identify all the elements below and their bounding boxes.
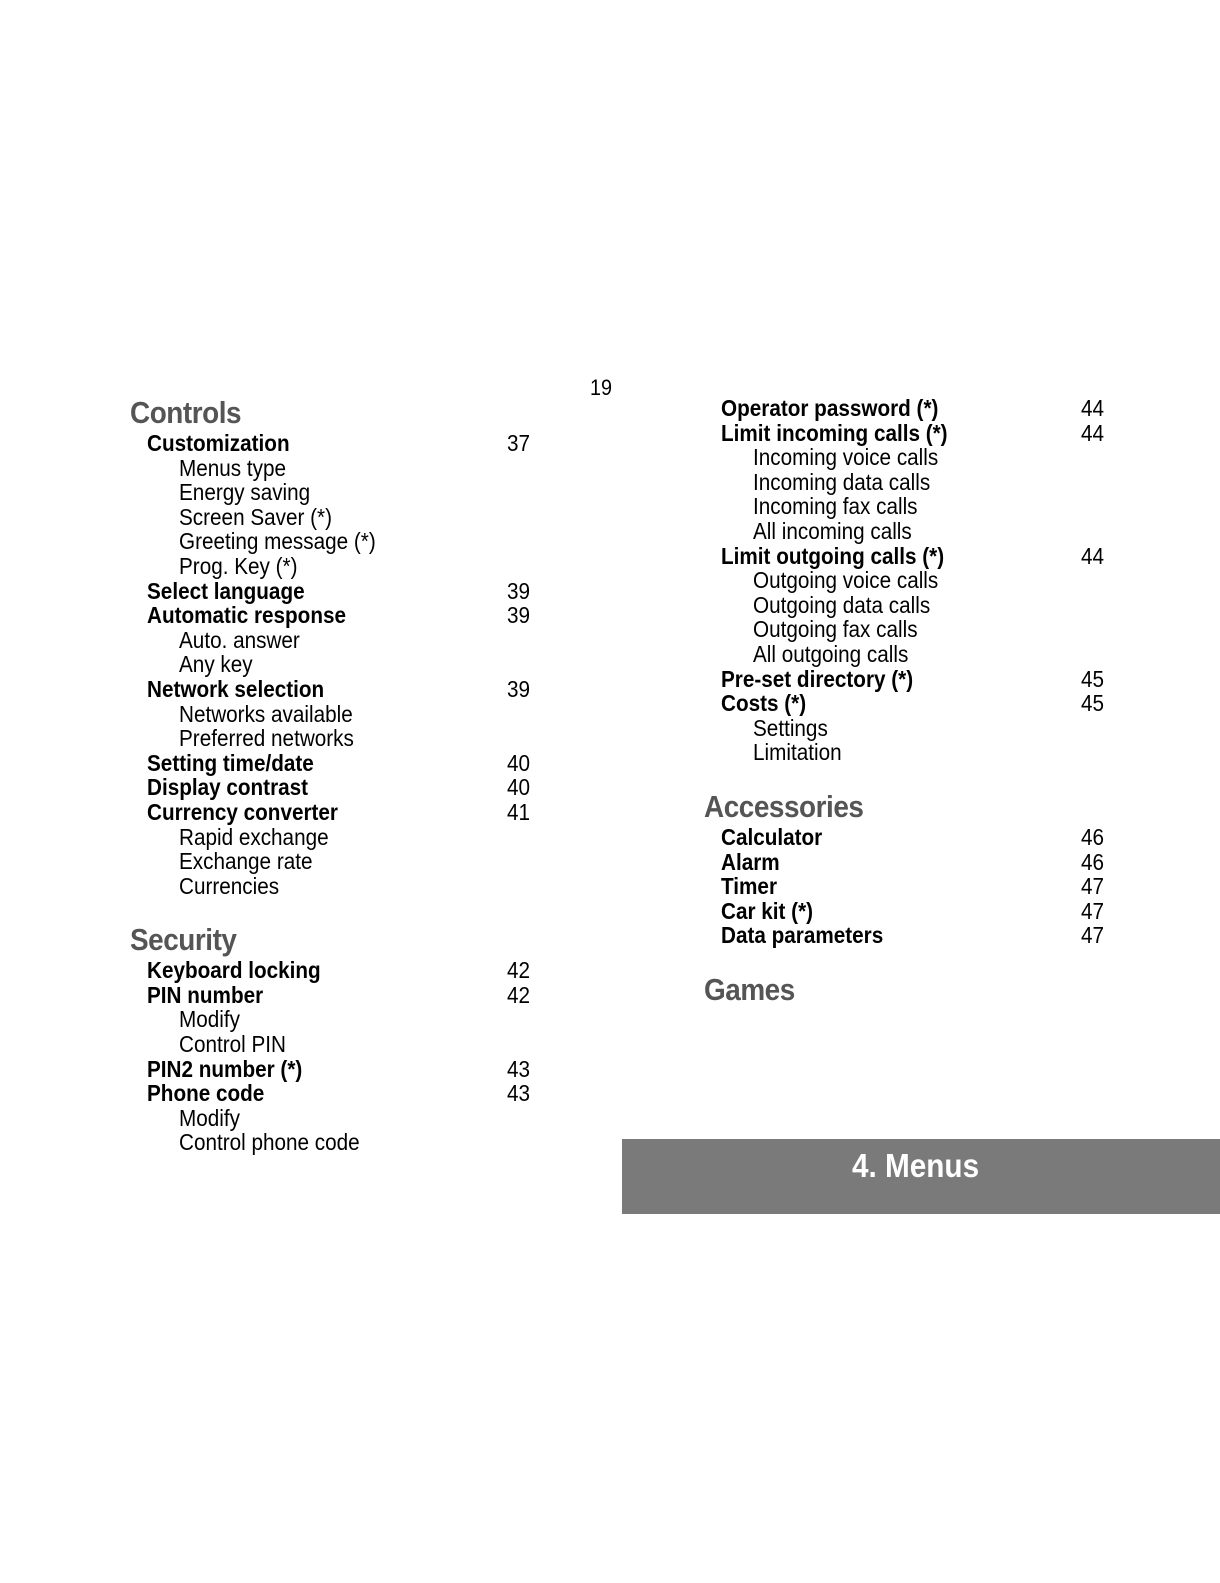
chapter-banner	[622, 1139, 1220, 1214]
toc-entry-limit-outgoing-calls	[704, 544, 1124, 569]
toc-entry-keyboard-locking	[130, 958, 550, 983]
toc-entry-modify	[130, 1007, 550, 1032]
toc-entry-label: Calculator	[721, 823, 823, 850]
toc-entry-label: Screen Saver (*)	[179, 503, 333, 530]
toc-entry-label: All incoming calls	[753, 517, 912, 544]
toc-entry-control-pin	[130, 1032, 550, 1057]
toc-entry-energy-saving	[130, 480, 550, 505]
toc-entry-outgoing-data-calls	[704, 593, 1124, 618]
page-number: 19	[590, 375, 613, 400]
toc-entry-menus-type	[130, 456, 550, 481]
toc-entry-car-kit	[704, 899, 1124, 924]
toc-entry-label: Network selection	[147, 675, 325, 702]
toc-entry-label: Modify	[179, 1104, 240, 1131]
toc-entry-costs	[704, 691, 1124, 716]
toc-entry-label: Outgoing fax calls	[753, 616, 918, 643]
section-spacer	[704, 765, 1124, 789]
toc-entry-label: Exchange rate	[179, 848, 313, 875]
toc-entry-exchange-rate	[130, 849, 550, 874]
toc-entry-page: 47	[1081, 922, 1105, 949]
toc-entry-label: Currency converter	[147, 798, 338, 825]
toc-entry-label: Car kit (*)	[721, 897, 814, 924]
toc-entry-page: 43	[507, 1055, 531, 1082]
toc-entry-calculator	[704, 825, 1124, 850]
section-title-controls: Controls	[130, 395, 242, 430]
toc-entry-timer	[704, 874, 1124, 899]
toc-entry-page: 37	[507, 430, 531, 456]
toc-entry-label: Any key	[179, 651, 253, 678]
toc-entry-display-contrast	[130, 775, 550, 800]
toc-entry-page: 43	[507, 1080, 531, 1107]
toc-entry-label: Control phone code	[179, 1129, 360, 1156]
toc-entry-page: 44	[1081, 419, 1105, 446]
toc-entry-label: Modify	[179, 1006, 240, 1033]
toc-entry-customization	[130, 431, 550, 456]
toc-entry-label: All outgoing calls	[753, 640, 909, 667]
toc-entry-modify	[130, 1106, 550, 1131]
toc-entry-screen-saver	[130, 505, 550, 530]
toc-entry-label: Incoming fax calls	[753, 493, 918, 520]
section-spacer	[130, 898, 550, 922]
toc-entry-label: Control PIN	[179, 1031, 286, 1058]
toc-entry-automatic-response	[130, 603, 550, 628]
toc-entry-label: Costs (*)	[721, 690, 807, 717]
toc-entry-currencies	[130, 874, 550, 899]
section-title-games: Games	[704, 971, 795, 1007]
toc-entry-page: 47	[1081, 897, 1105, 924]
toc-entry-data-parameters	[704, 923, 1124, 948]
toc-left-column	[130, 395, 550, 1155]
toc-entry-page: 46	[1081, 823, 1105, 850]
toc-entry-label: Timer	[721, 873, 777, 900]
toc-entry-any-key	[130, 652, 550, 677]
toc-entry-operator-password	[704, 396, 1124, 421]
toc-entry-label: Pre-set directory (*)	[721, 665, 914, 692]
toc-entry-label: Incoming voice calls	[753, 444, 939, 471]
toc-entry-page: 40	[507, 774, 531, 801]
section-spacer	[704, 948, 1124, 972]
toc-entry-control-phone-code	[130, 1130, 550, 1155]
toc-entry-page: 45	[1081, 690, 1105, 717]
toc-entry-label: Menus type	[179, 454, 287, 481]
toc-entry-label: Customization	[147, 430, 290, 456]
toc-entry-label: Auto. answer	[179, 626, 300, 653]
toc-entry-setting-time-date	[130, 751, 550, 776]
toc-entry-page: 42	[507, 981, 531, 1008]
toc-entry-label: PIN2 number (*)	[147, 1055, 303, 1082]
toc-entry-page: 39	[507, 577, 531, 604]
toc-entry-label: Rapid exchange	[179, 823, 329, 850]
toc-entry-page: 40	[507, 749, 531, 776]
toc-entry-label: Incoming data calls	[753, 468, 931, 495]
toc-entry-auto-answer	[130, 628, 550, 653]
toc-entry-label: Limit incoming calls (*)	[721, 419, 948, 446]
toc-entry-limitation	[704, 740, 1124, 765]
toc-entry-incoming-data-calls	[704, 470, 1124, 495]
toc-entry-incoming-fax-calls	[704, 494, 1124, 519]
toc-entry-label: PIN number	[147, 981, 264, 1008]
toc-entry-page: 39	[507, 602, 531, 629]
toc-entry-label: Networks available	[179, 700, 353, 727]
toc-entry-page: 39	[507, 675, 531, 702]
toc-right-column	[704, 396, 1124, 1008]
toc-entry-currency-converter	[130, 800, 550, 825]
chapter-title: 4. Menus	[852, 1147, 980, 1184]
toc-entry-settings	[704, 716, 1124, 741]
toc-entry-preferred-networks	[130, 726, 550, 751]
toc-entry-label: Automatic response	[147, 602, 346, 629]
toc-entry-label: Operator password (*)	[721, 395, 939, 421]
toc-entry-page: 46	[1081, 848, 1105, 875]
toc-entry-label: Data parameters	[721, 922, 884, 949]
toc-entry-label: Outgoing voice calls	[753, 567, 939, 594]
toc-entry-all-incoming-calls	[704, 519, 1124, 544]
toc-entry-page: 45	[1081, 665, 1105, 692]
toc-entry-network-selection	[130, 677, 550, 702]
toc-entry-page: 41	[507, 798, 531, 825]
toc-entry-label: Preferred networks	[179, 725, 354, 752]
toc-entry-label: Keyboard locking	[147, 957, 321, 984]
toc-entry-page: 47	[1081, 873, 1105, 900]
toc-entry-label: Currencies	[179, 872, 280, 899]
toc-entry-page: 44	[1081, 395, 1105, 421]
toc-entry-pre-set-directory	[704, 667, 1124, 692]
toc-entry-rapid-exchange	[130, 825, 550, 850]
toc-entry-label: Display contrast	[147, 774, 309, 801]
section-title-accessories: Accessories	[704, 788, 864, 824]
toc-entry-label: Limit outgoing calls (*)	[721, 542, 945, 569]
toc-entry-label: Settings	[753, 714, 828, 741]
toc-entry-networks-available	[130, 702, 550, 727]
toc-entry-outgoing-fax-calls	[704, 617, 1124, 642]
toc-entry-all-outgoing-calls	[704, 642, 1124, 667]
toc-entry-prog-key	[130, 554, 550, 579]
toc-entry-label: Outgoing data calls	[753, 591, 931, 618]
toc-entry-label: Greeting message (*)	[179, 528, 376, 555]
toc-entry-label: Prog. Key (*)	[179, 552, 298, 579]
toc-entry-greeting-message	[130, 529, 550, 554]
toc-entry-label: Phone code	[147, 1080, 265, 1107]
toc-entry-label: Setting time/date	[147, 749, 314, 776]
toc-entry-limit-incoming-calls	[704, 421, 1124, 446]
toc-entry-page: 44	[1081, 542, 1105, 569]
toc-entry-label: Select language	[147, 577, 305, 604]
toc-entry-phone-code	[130, 1081, 550, 1106]
toc-entry-label: Limitation	[753, 739, 842, 766]
toc-entry-label: Energy saving	[179, 479, 311, 506]
toc-entry-pin-number	[130, 983, 550, 1008]
toc-entry-pin2-number	[130, 1057, 550, 1082]
toc-entry-incoming-voice-calls	[704, 445, 1124, 470]
section-title-security: Security	[130, 922, 237, 958]
toc-entry-alarm	[704, 850, 1124, 875]
toc-entry-select-language	[130, 579, 550, 604]
toc-entry-page: 42	[507, 957, 531, 984]
toc-entry-outgoing-voice-calls	[704, 568, 1124, 593]
toc-entry-label: Alarm	[721, 848, 780, 875]
